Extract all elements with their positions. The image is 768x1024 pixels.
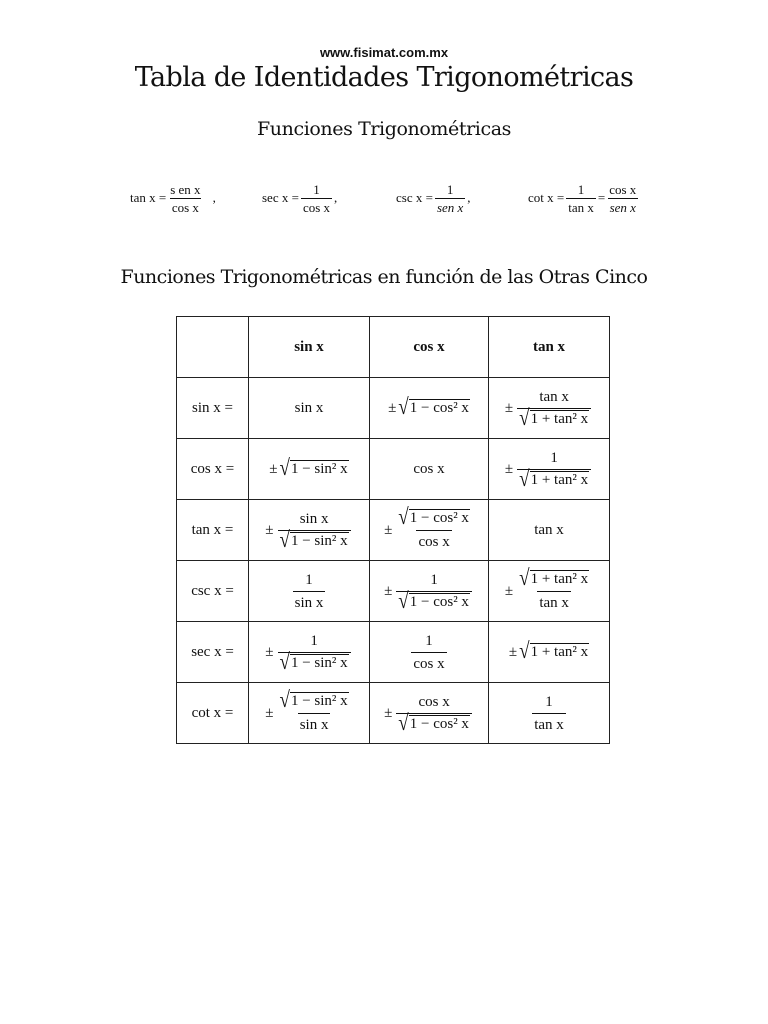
numerator: 1 — [545, 693, 553, 710]
def-csc-sep: , — [467, 190, 471, 205]
plus-minus-sign: ± — [265, 643, 274, 660]
expression — [291, 570, 328, 613]
numerator — [517, 565, 591, 591]
def-csc-fraction — [435, 182, 465, 215]
def-cot-lhs: cot x = — [528, 190, 565, 205]
radical-sign: √ — [279, 649, 290, 675]
expression — [269, 455, 348, 481]
table-row — [177, 561, 610, 622]
radical-sign: √ — [519, 565, 530, 591]
row-label: tan x = — [177, 500, 249, 561]
radicand: 1 − sin² x — [290, 461, 348, 477]
def-sec-lhs: sec x = — [262, 190, 299, 205]
def-sec-den: cos x — [302, 199, 331, 215]
radical-sign: √ — [279, 687, 290, 713]
expression — [388, 394, 470, 420]
column-header: cos x — [370, 317, 489, 378]
def-cot — [528, 178, 640, 218]
fraction — [293, 570, 326, 613]
plus-minus-sign: ± — [388, 399, 397, 416]
expression — [505, 387, 593, 430]
sqrt — [398, 504, 470, 530]
plus-minus-sign: ± — [384, 521, 393, 538]
radical-sign: √ — [519, 405, 530, 431]
sqrt — [519, 565, 589, 591]
table-cell — [489, 500, 610, 561]
section-title-functions: Funciones Trigonométricas — [257, 118, 511, 140]
table-cell — [370, 439, 489, 500]
fraction — [517, 565, 591, 613]
table-cell — [249, 683, 370, 744]
expression-text: sin x — [294, 399, 324, 416]
table-cell — [370, 500, 489, 561]
plus-minus-sign: ± — [269, 460, 278, 477]
def-tan-num: s en x — [170, 181, 201, 197]
expression — [265, 687, 352, 735]
fraction — [532, 692, 566, 735]
plus-minus-sign: ± — [265, 521, 274, 538]
def-sec-sep: , — [334, 190, 338, 205]
radical-sign: √ — [398, 588, 409, 614]
plus-minus-sign: ± — [384, 704, 393, 721]
table-cell — [489, 561, 610, 622]
expression — [295, 400, 324, 417]
radicand: 1 − sin² x — [290, 692, 348, 709]
numerator: sin x — [299, 510, 329, 527]
fraction — [396, 692, 472, 735]
table-cell — [249, 439, 370, 500]
radicand: 1 − cos² x — [409, 400, 469, 416]
table-header-row — [177, 317, 610, 378]
expression — [265, 509, 352, 552]
numerator: tan x — [539, 388, 569, 405]
definitions-row — [0, 178, 768, 222]
sqrt — [279, 687, 349, 713]
table-row — [177, 500, 610, 561]
numerator: 1 — [305, 571, 313, 588]
radicand: 1 − sin² x — [290, 654, 348, 671]
expression — [505, 448, 593, 491]
expression — [409, 631, 448, 674]
def-cot-den1: tan x — [568, 199, 594, 215]
expression — [504, 565, 593, 613]
header-corner — [177, 317, 249, 378]
numerator: cos x — [418, 693, 450, 710]
radicand: 1 + tan² x — [530, 410, 589, 427]
radicand: 1 − cos² x — [409, 715, 469, 732]
fraction — [278, 509, 351, 552]
sqrt — [519, 405, 589, 431]
plus-minus-sign: ± — [504, 582, 514, 599]
row-label: sec x = — [177, 622, 249, 683]
expression — [265, 631, 352, 674]
def-sec-fraction — [301, 182, 332, 215]
denominator: cos x — [411, 652, 446, 674]
row-label: cos x = — [177, 439, 249, 500]
fraction — [517, 387, 591, 430]
table-row — [177, 683, 610, 744]
column-header: tan x — [489, 317, 610, 378]
plus-minus-sign: ± — [508, 643, 518, 660]
def-tan-den: cos x — [171, 199, 199, 215]
def-csc-lhs: csc x = — [396, 190, 433, 205]
def-tan-fraction — [168, 182, 202, 215]
denominator: sin x — [298, 713, 331, 735]
sqrt — [398, 710, 470, 736]
column-header: sin x — [249, 317, 370, 378]
expression — [384, 692, 474, 735]
def-tan — [130, 178, 216, 218]
radical-sign: √ — [279, 527, 290, 553]
def-csc — [396, 178, 471, 218]
sqrt — [398, 394, 470, 420]
denominator — [396, 588, 472, 614]
expression — [413, 461, 444, 478]
def-cot-eq: = — [597, 190, 606, 205]
denominator — [517, 405, 591, 431]
radical-sign: √ — [398, 394, 409, 420]
def-tan-lhs: tan x = — [130, 190, 167, 205]
table-cell — [489, 378, 610, 439]
table-row — [177, 378, 610, 439]
table-cell — [489, 683, 610, 744]
sqrt — [519, 466, 589, 492]
fraction — [278, 687, 351, 735]
denominator: tan x — [532, 713, 566, 735]
expression — [508, 638, 589, 664]
denominator — [517, 466, 591, 492]
plus-minus-sign: ± — [504, 460, 514, 477]
numerator: 1 — [425, 632, 433, 649]
plus-minus-sign: ± — [384, 582, 393, 599]
radicand: 1 − sin² x — [290, 532, 348, 549]
denominator — [278, 527, 351, 553]
table-cell — [249, 561, 370, 622]
sqrt — [279, 527, 349, 553]
table-cell — [370, 561, 489, 622]
expression — [384, 570, 474, 613]
expression-text: cos x — [413, 460, 445, 477]
expression — [530, 692, 568, 735]
row-label: sin x = — [177, 378, 249, 439]
table-cell — [489, 439, 610, 500]
page-title: Tabla de Identidades Trigonométricas — [134, 62, 634, 93]
plus-minus-sign: ± — [265, 704, 274, 721]
numerator — [278, 687, 351, 713]
denominator: tan x — [537, 591, 571, 613]
table-cell — [370, 378, 489, 439]
expression — [384, 504, 474, 552]
radical-sign: √ — [398, 710, 409, 736]
table-cell — [370, 683, 489, 744]
site-url: www.fisimat.com.mx — [319, 45, 449, 60]
table-row — [177, 622, 610, 683]
table-row — [177, 439, 610, 500]
radical-sign: √ — [519, 466, 530, 492]
def-cot-den2: sen x — [609, 199, 636, 215]
def-cot-num1: 1 — [577, 181, 585, 197]
row-label: csc x = — [177, 561, 249, 622]
numerator — [396, 504, 472, 530]
def-cot-fraction-2 — [607, 182, 638, 215]
radicand: 1 − cos² x — [409, 593, 469, 610]
numerator: 1 — [430, 571, 438, 588]
def-csc-num: 1 — [446, 181, 454, 197]
radicand: 1 + tan² x — [530, 570, 589, 587]
expression-text: tan x — [534, 521, 564, 538]
fraction — [517, 448, 591, 491]
radical-sign: √ — [519, 638, 530, 664]
expression — [534, 522, 564, 539]
sqrt — [398, 588, 470, 614]
table-cell — [489, 622, 610, 683]
def-cot-num2: cos x — [609, 181, 637, 197]
radical-sign: √ — [279, 455, 290, 481]
fraction — [278, 631, 351, 674]
radicand: 1 + tan² x — [530, 644, 589, 660]
row-label: cot x = — [177, 683, 249, 744]
sqrt — [279, 455, 349, 481]
numerator: 1 — [310, 632, 318, 649]
radicand: 1 − cos² x — [409, 509, 469, 526]
table-cell — [249, 622, 370, 683]
table-cell — [249, 500, 370, 561]
plus-minus-sign: ± — [504, 399, 514, 416]
fraction — [411, 631, 446, 674]
table-cell — [370, 622, 489, 683]
fraction — [396, 570, 472, 613]
table-cell — [249, 378, 370, 439]
denominator: cos x — [416, 530, 451, 552]
def-sec — [262, 178, 337, 218]
numerator: 1 — [550, 449, 558, 466]
section-title-identities: Funciones Trigonométricas en función de las Otras Cinco — [120, 266, 648, 288]
sqrt — [519, 638, 589, 664]
identities-table — [176, 316, 610, 744]
def-cot-fraction-1 — [566, 182, 596, 215]
sqrt — [279, 649, 349, 675]
denominator: sin x — [293, 591, 326, 613]
denominator — [278, 649, 351, 675]
def-csc-den: sen x — [436, 199, 464, 215]
radical-sign: √ — [398, 504, 409, 530]
def-sec-num: 1 — [313, 181, 320, 197]
denominator — [396, 710, 472, 736]
def-tan-sep: , — [212, 190, 216, 205]
fraction — [396, 504, 472, 552]
radicand: 1 + tan² x — [530, 471, 589, 488]
